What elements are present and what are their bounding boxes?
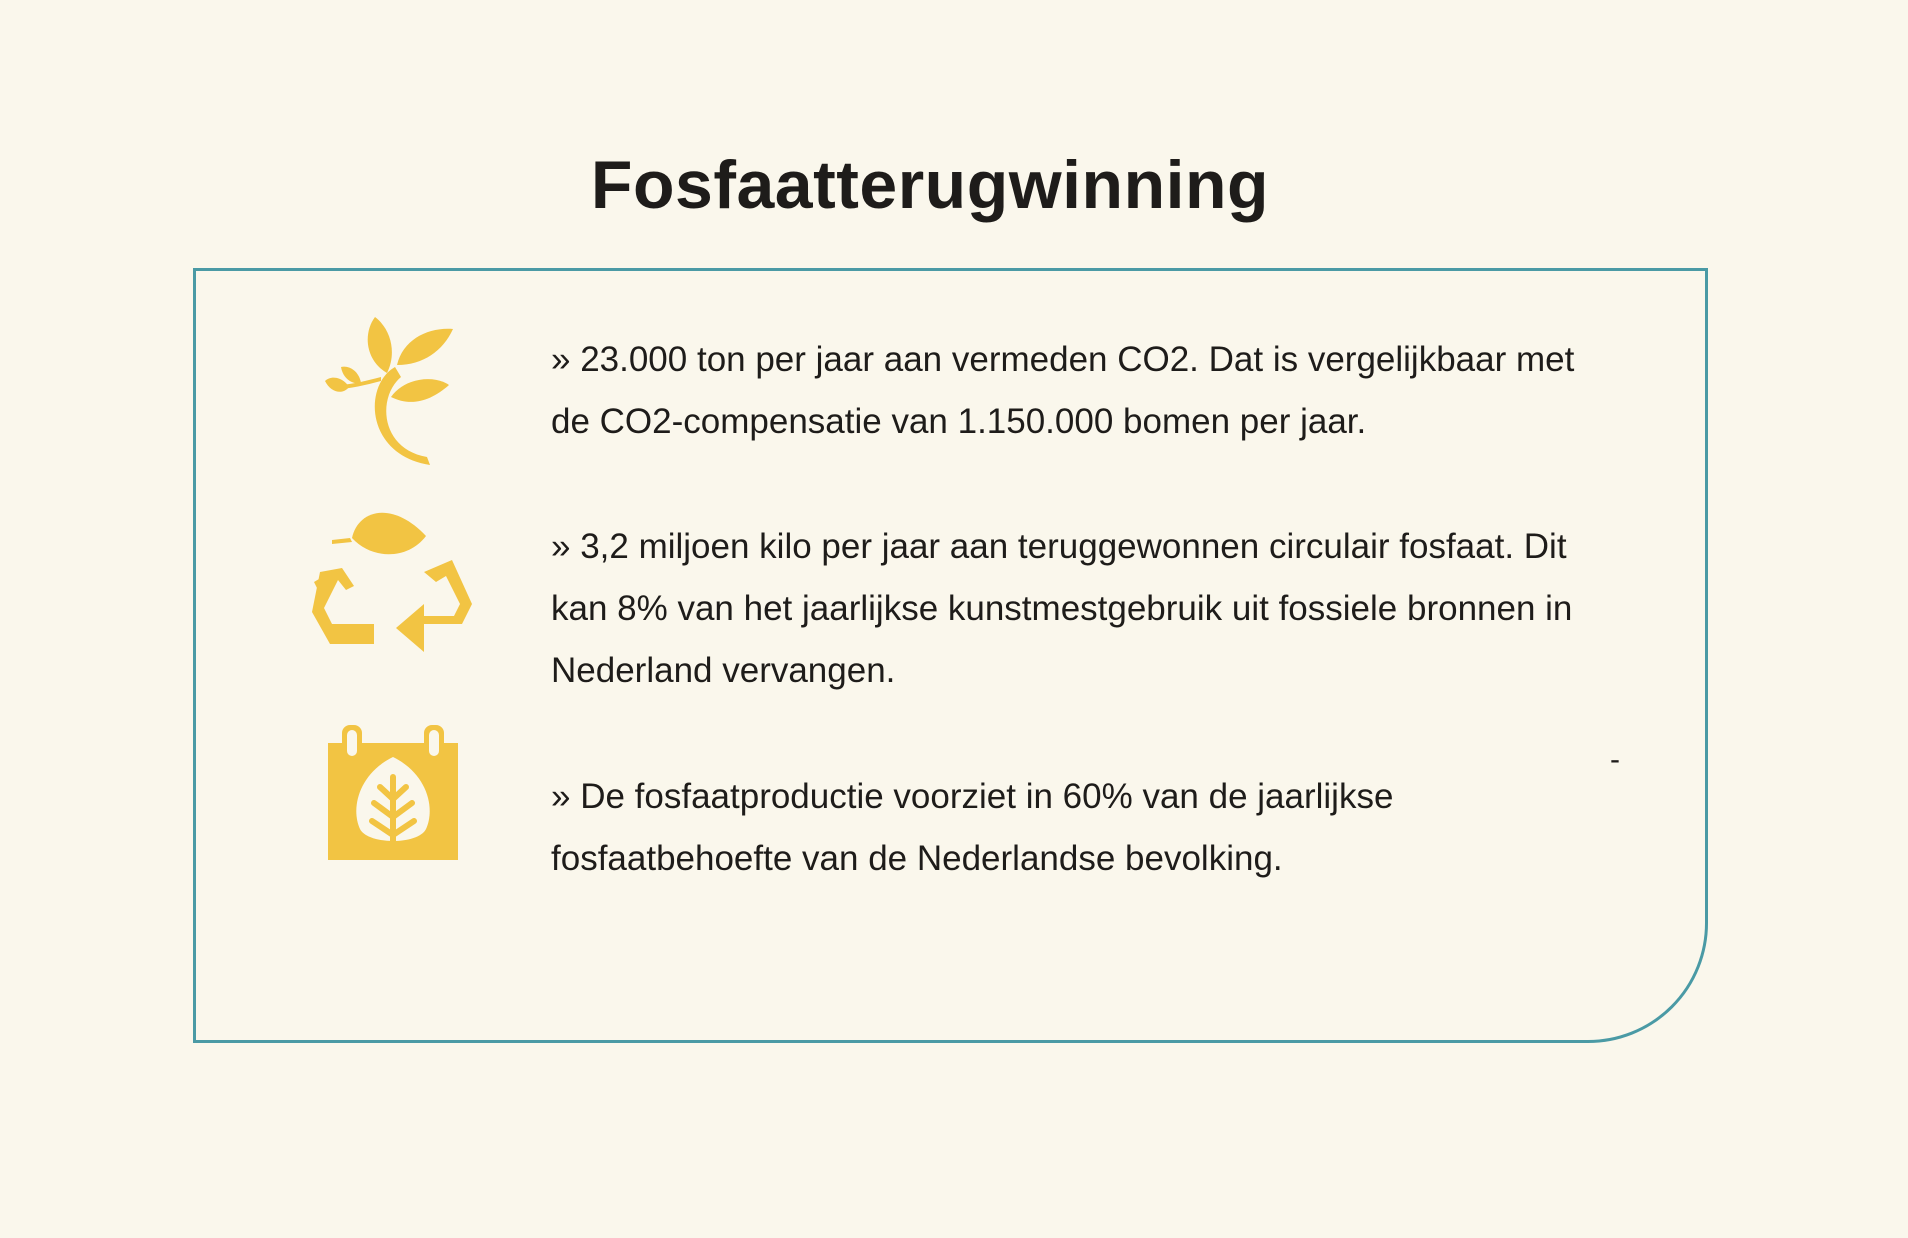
plant-sprout-icon: [325, 315, 460, 470]
recycle-leaf-icon: [312, 500, 474, 662]
item-text-co2: » 23.000 ton per jaar aan vermeden CO2. Dat is vergelijkbaar met de CO2-compensatie van 1.150.000 bomen per jaar.: [551, 340, 1575, 441]
calendar-leaf-icon: [328, 725, 458, 860]
stray-dash-mark: -: [1610, 743, 1620, 776]
item-text-fosfaat: » 3,2 miljoen kilo per jaar aan teruggewonnen circulair fosfaat. Dit kan 8% van het jaarlijkse kunstmestgebruik uit fossiele bronnen in Nederland vervangen.: [551, 527, 1573, 690]
page-title: Fosfaatterugwinning: [590, 147, 1270, 223]
item-text-bevolking: » De fosfaatproductie voorziet in 60% van de jaarlijkse fosfaatbehoefte van de Nederlandse bevolking.: [551, 777, 1394, 878]
